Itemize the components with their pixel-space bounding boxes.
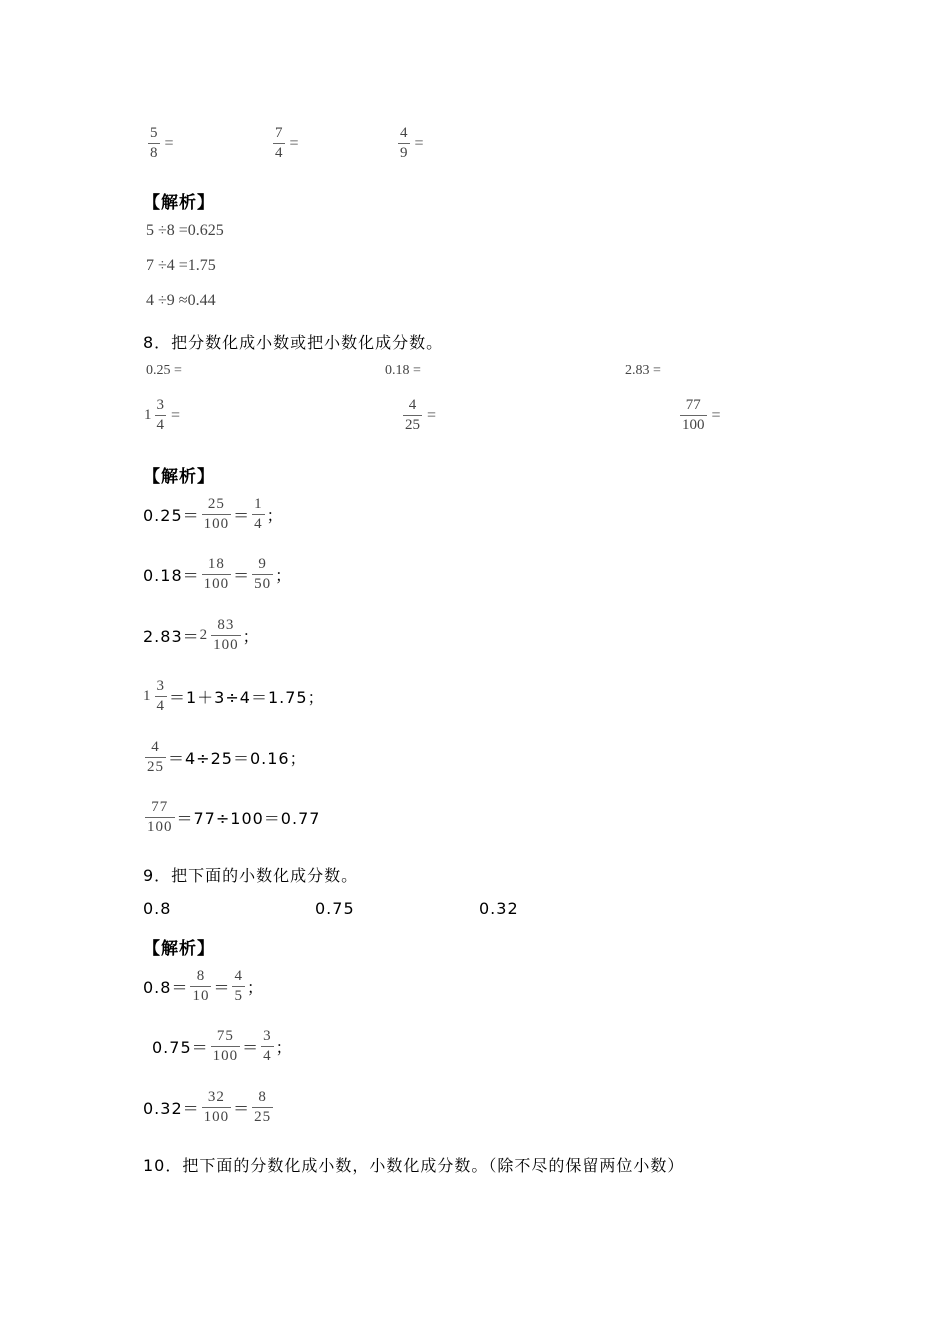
q8-title: 8．把分数化成小数或把小数化成分数。 [143, 333, 444, 352]
q8-answer-2: 0.18＝ $\frac{18}{100}$ ＝ $\frac{9}{50}$ ； [143, 556, 293, 592]
analysis7-line-1: 5 ÷8 =0.625 [146, 222, 224, 239]
analysis-label-7: 【解析】 [143, 193, 215, 213]
q8-answer-3: 2.83＝ 2 $\frac{83}{100}$ ； [143, 617, 260, 653]
analysis-label-9: 【解析】 [143, 939, 215, 959]
analysis-label-8: 【解析】 [143, 467, 215, 487]
q8-item-2: 0.18 = [385, 363, 421, 378]
q8-item-4: 1 $\frac{3}{4}$ = [144, 397, 181, 433]
q9-answer-1: 0.8＝ $\frac{8}{10}$ ＝ $\frac{4}{5}$ ； [143, 968, 264, 1004]
analysis7-line-2: 7 ÷4 =1.75 [146, 257, 216, 274]
q10-title: 10．把下面的分数化成小数，小数化成分数。（除不尽的保留两位小数） [143, 1156, 685, 1175]
analysis7-line-3: 4 ÷9 ≈0.44 [146, 292, 216, 309]
q8-item-1: 0.25 = [146, 363, 182, 378]
q8-item-5: $\frac{4}{25}$ = [405, 397, 437, 433]
q8-answer-1: 0.25＝ $\frac{25}{100}$ ＝ $\frac{1}{4}$ ； [143, 496, 284, 532]
q9-item-2: 0.75 [315, 899, 355, 918]
q8-answer-5: $\frac{4}{25}$ ＝4÷25＝0.16； [147, 739, 307, 775]
q9-item-3: 0.32 [479, 899, 519, 918]
q9-answer-3: 0.32＝ $\frac{32}{100}$ ＝ $\frac{8}{25}$ [143, 1089, 272, 1125]
q9-title: 9．把下面的小数化成分数。 [143, 866, 359, 885]
top-fraction-1: $\frac{5}{8}$ = [150, 125, 174, 161]
top-fraction-2: $\frac{7}{4}$ = [275, 125, 299, 161]
q8-answer-4: 1 $\frac{3}{4}$ ＝1＋3÷4＝1.75； [143, 678, 325, 714]
q8-answer-6: $\frac{77}{100}$ ＝77÷100＝0.77 [147, 799, 321, 835]
q9-item-1: 0.8 [143, 899, 172, 918]
q8-item-6: $\frac{77}{100}$ = [682, 397, 721, 433]
q8-item-3: 2.83 = [625, 363, 661, 378]
q9-answer-2: 0.75＝ $\frac{75}{100}$ ＝ $\frac{3}{4}$ ； [152, 1028, 293, 1064]
top-fraction-3: $\frac{4}{9}$ = [400, 125, 424, 161]
